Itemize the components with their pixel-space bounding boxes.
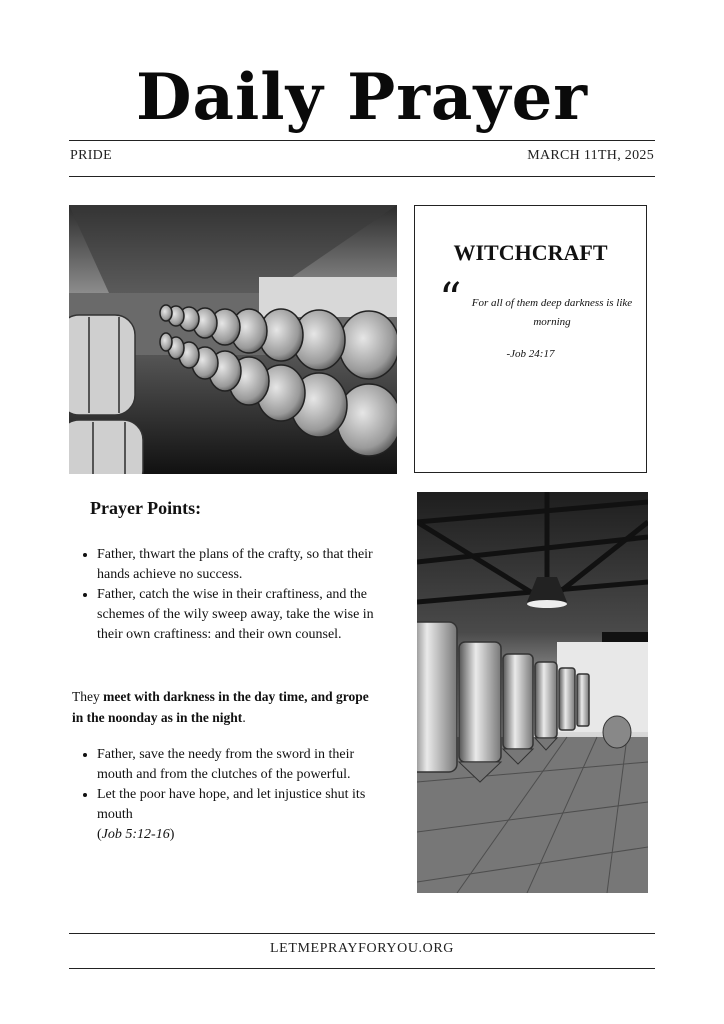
list-item <box>97 785 377 845</box>
quote-title: WITCHCRAFT <box>453 240 608 265</box>
barrel-cellar-photo <box>69 205 397 474</box>
list-item: • Father, save the needy from the sword in their mouth and from the clutches of the powerful. <box>97 745 377 785</box>
quote-mark-icon: “ <box>439 274 462 325</box>
topic-label: PRIDE <box>70 148 112 163</box>
footer-website: LETMEPRAYFORYOU.ORG <box>270 941 454 956</box>
date-label: MARCH 11TH, 2025 <box>527 148 654 163</box>
quote-text: For all of them deep darkness is like morning <box>471 297 633 328</box>
scripture-reference: Job 5:12-16 <box>101 827 170 842</box>
ref-open: ( <box>97 827 102 842</box>
ref-close: ) <box>169 827 175 842</box>
prayer-points-heading: Prayer Points: <box>90 498 202 518</box>
list-item-text: Let the poor have hope, and let injustice shut its mouth <box>97 787 366 822</box>
quote-box <box>414 205 647 473</box>
scripture-verse <box>72 686 372 728</box>
masthead-title: Daily Prayer <box>136 60 588 135</box>
barrel-cellar-illustration <box>69 205 397 474</box>
divider <box>69 176 655 177</box>
prayer-points-list <box>80 545 397 645</box>
winery-tanks-photo <box>417 492 648 893</box>
verse-bold-text: meet with darkness in the day time, and grope in the noonday as in the night <box>72 689 369 725</box>
verse-prefix: They <box>72 689 104 704</box>
winery-tanks-illustration <box>417 492 648 893</box>
divider <box>69 933 655 934</box>
list-item: • Father, thwart the plans of the crafty, so that their hands achieve no success. <box>97 545 397 585</box>
divider <box>69 968 655 969</box>
prayer-points-list-second <box>80 745 377 845</box>
divider <box>69 140 655 141</box>
list-item: • Father, catch the wise in their craftiness, and the schemes of the wily sweep away, take the wise in their own craftiness: and their own counsel. <box>97 585 397 645</box>
quote-reference: -Job 24:17 <box>506 348 555 360</box>
verse-suffix: . <box>242 710 246 725</box>
